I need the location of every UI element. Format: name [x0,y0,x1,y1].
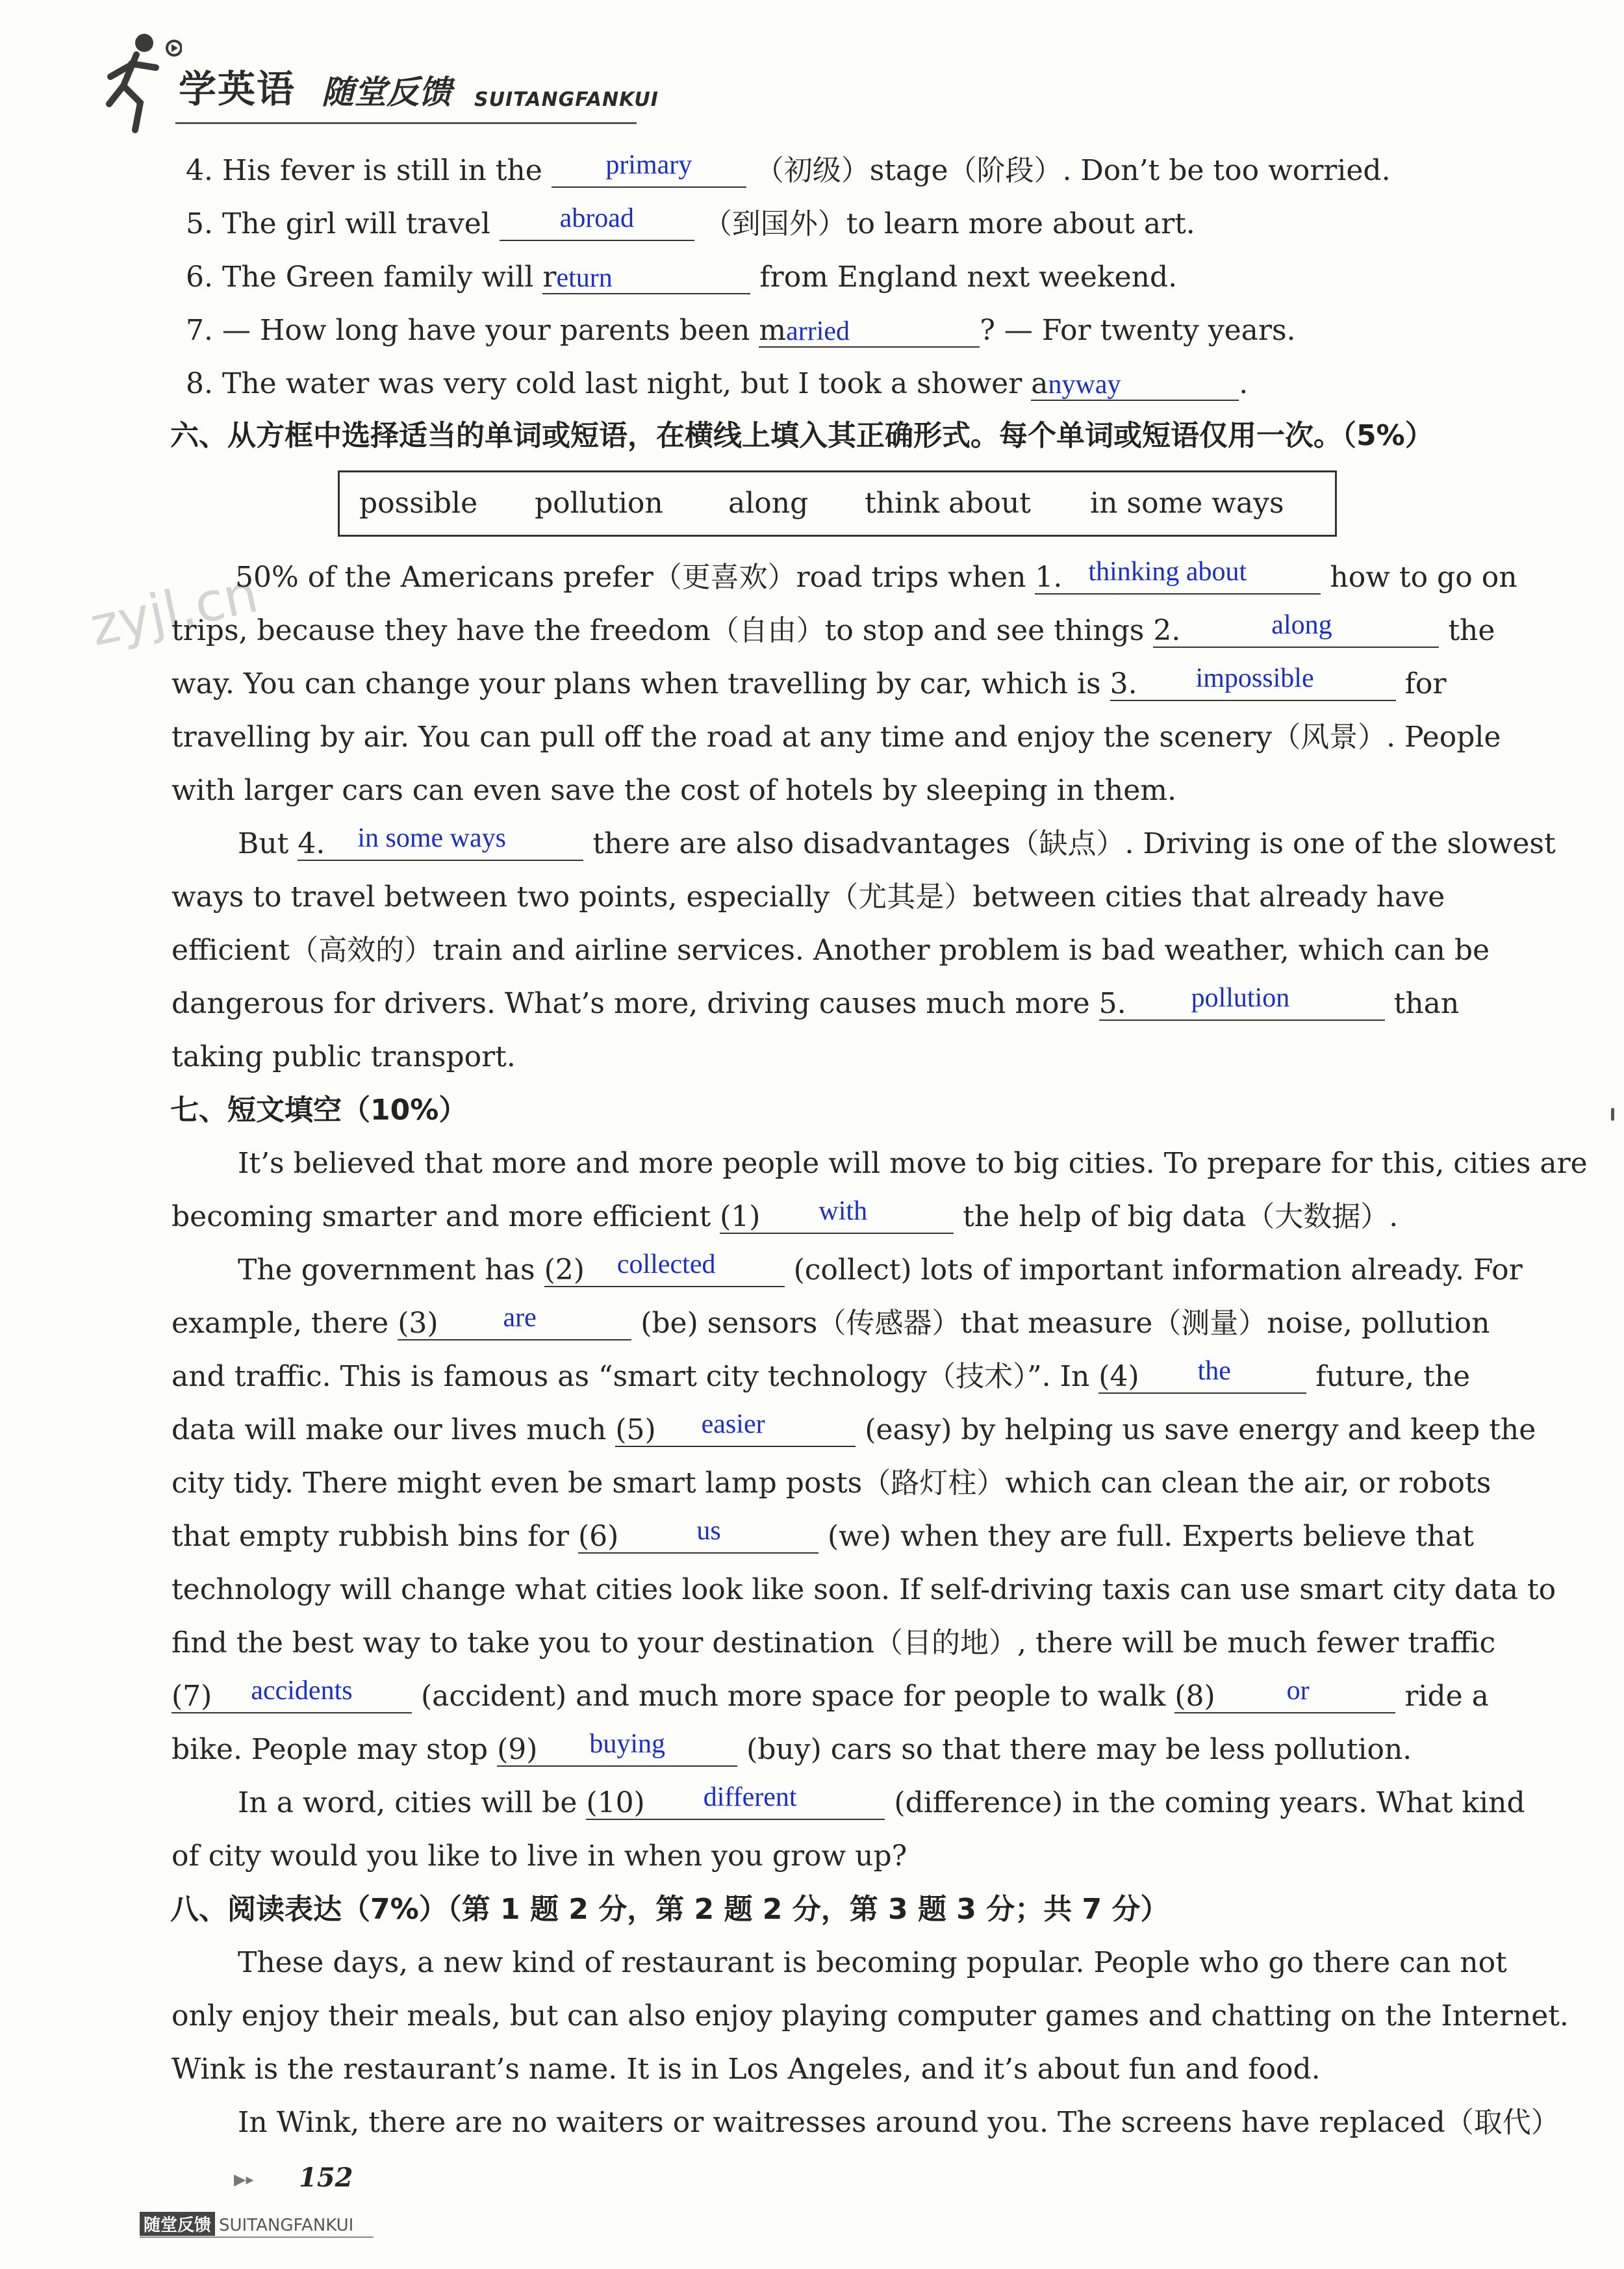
answer-text: are [503,1303,537,1333]
line-text: (accident) and much more space for people to walk [421,1680,1166,1713]
blank-number: (7) [171,1680,212,1713]
item-text: His fever is still in the [222,154,542,187]
answer-blank[interactable] [497,1729,737,1767]
watermark: zyjl.cn [84,562,264,659]
answer-text: in some ways [357,823,506,853]
answer-blank[interactable] [586,1782,885,1820]
section-8-heading: 八、阅读表达（7%）（第 1 题 2 分，第 2 题 2 分，第 3 题 3 分；共 7 分） [170,1893,1169,1926]
answer-blank[interactable] [578,1516,818,1554]
answer-text: primary [605,150,692,180]
answer-blank[interactable] [1098,1356,1306,1394]
footer-line [140,2237,374,2238]
answer-blank[interactable] [171,1676,412,1713]
answer-text: arried [786,316,850,346]
item-text: （初级）stage（阶段）. Don’t be too worried. [755,154,1391,187]
page-header [97,26,682,143]
answer-text: accidents [251,1676,353,1706]
answer-blank[interactable] [759,316,980,348]
item-5 [186,203,1195,242]
answer-blank[interactable] [500,203,694,241]
s6-line-3 [171,663,1447,702]
answer-blank[interactable] [1153,610,1439,648]
header-title: 学英语 [179,67,296,111]
blank-number: 3. [1110,667,1137,700]
blank-number: (6) [578,1520,619,1553]
line-text: way. You can change your plans when travelling by car, which is [171,667,1101,700]
page-number: 152 [299,2162,353,2193]
answer-text: thinking about [1088,557,1247,587]
item-text: The girl will travel [222,207,490,240]
answer-blank[interactable] [615,1409,856,1447]
answer-text: us [696,1516,721,1546]
answer-blank[interactable] [542,263,750,294]
answer-text: collected [616,1250,716,1279]
item-6 [186,260,1177,295]
blank-number: (2) [544,1253,585,1287]
line-text: 50% of the Americans prefer（更喜欢）road trips when [235,561,1026,594]
answer-blank[interactable] [1110,663,1396,701]
item-text: The Green family will [222,261,534,294]
item-text: The water was very cold last night, but I took a shower [222,367,1022,400]
s6-line-6 [238,823,1556,862]
answer-text: buying [589,1729,666,1759]
box-word: in some ways [1090,487,1284,520]
item-4 [186,150,1391,188]
box-word: along [728,487,809,520]
s6-line-8: efficient（高效的）train and airline services. Another problem is bad weather, which can be [171,934,1490,967]
answer-blank[interactable] [552,150,746,188]
box-word: think about [865,487,1031,520]
answer-blank[interactable] [544,1250,785,1287]
s7-line-3 [238,1250,1523,1288]
item-text: ? — For twenty years. [980,314,1296,347]
s6-line-2 [171,610,1495,648]
blank-number: (9) [497,1733,538,1766]
answer-blank[interactable] [1098,983,1385,1021]
line-text: than [1393,987,1460,1020]
blank-number: (8) [1174,1680,1215,1713]
box-word: possible [359,487,478,520]
header-latin: SUITANGFANKUI [474,88,659,111]
word-box [338,470,1337,537]
answer-lead-letter: r [542,261,557,294]
s7-line-5 [171,1356,1471,1394]
answer-text: nyway [1048,370,1121,400]
s7-line-12 [171,1729,1412,1767]
line-text: (we) when they are full. Experts believe that [828,1520,1474,1553]
line-text: for [1404,667,1447,700]
s7-line-10: find the best way to take you to your destination（目的地）, there will be much fewer traffic [171,1626,1496,1660]
line-text: future, the [1315,1360,1471,1393]
blank-number: 2. [1153,614,1181,647]
blank-number: (5) [615,1413,656,1446]
answer-blank[interactable] [298,823,583,861]
line-text: dangerous for drivers. What’s more, driving causes much more [171,987,1090,1020]
section-7-heading: 七、短文填空（10%） [170,1094,468,1127]
s7-line-2 [171,1196,1399,1235]
footer-logo-latin: SUITANGFANKUI [219,2216,354,2235]
answer-text: along [1271,610,1332,640]
blank-number: (1) [720,1200,761,1233]
line-text: (collect) lots of important information already. For [793,1253,1523,1287]
box-word: pollution [535,487,663,520]
s7-line-1: It’s believed that more and more people will move to big cities. To prepare for this, cities are [238,1147,1588,1180]
s7-line-13 [238,1782,1525,1821]
s8-line-1: These days, a new kind of restaurant is becoming popular. People who go there can not [238,1946,1507,1979]
line-text: how to go on [1330,561,1517,594]
s6-line-4: travelling by air. You can pull off the road at any time and enjoy the scenery（风景）. People [171,721,1501,754]
line-text: example, there [171,1307,389,1340]
answer-blank[interactable] [720,1196,954,1234]
answer-lead-letter: m [759,314,787,347]
line-text: In a word, cities will be [238,1786,577,1819]
line-text: trips, because they have the freedom（自由）to stop and see things [171,614,1145,647]
answer-text: or [1286,1676,1310,1706]
header-subtitle: 随堂反馈 [322,73,451,111]
s7-line-11 [171,1676,1489,1714]
answer-text: with [818,1196,868,1226]
answer-text: abroad [559,203,634,233]
footer-logo-cn: 随堂反馈 [140,2212,215,2236]
line-text: bike. People may stop [171,1733,488,1766]
s6-line-7: ways to travel between two points, especially（尤其是）between cities that already have [171,880,1445,914]
line-text: (buy) cars so that there may be less pollution. [746,1733,1412,1766]
answer-blank[interactable] [1035,557,1321,595]
line-text: becoming smarter and more efficient [171,1200,711,1233]
footer-logo [140,2212,353,2236]
blank-number: 4. [298,827,325,860]
item-8 [186,366,1248,402]
answer-text: eturn [556,263,613,293]
item-number: 8. [186,367,213,400]
line-text: the [1448,614,1495,647]
blank-number: (10) [586,1786,645,1819]
item-text: . [1239,367,1249,400]
line-text: there are also disadvantages（缺点）. Driving is one of the slowest [592,827,1556,860]
item-text: — How long have your parents been [222,314,750,347]
answer-blank[interactable] [1174,1676,1395,1713]
s6-line-9 [171,983,1460,1021]
blank-number: 5. [1098,987,1126,1020]
item-number: 4. [186,154,213,187]
section-6-heading: 六、从方框中选择适当的单词或短语，在横线上填入其正确形式。每个单词或短语仅用一次。（5%） [170,419,1434,452]
page-arrow-icon: ▶▸ [234,2170,254,2188]
answer-text: pollution [1191,983,1290,1013]
answer-blank[interactable] [1031,369,1239,401]
answer-text: different [703,1782,797,1812]
line-text: (easy) by helping us save energy and keep the [865,1413,1536,1446]
line-text: the help of big data（大数据）. [963,1200,1399,1233]
blank-number: (4) [1098,1360,1139,1393]
s7-line-14: of city would you like to live in when you grow up? [171,1840,907,1873]
s8-line-2: only enjoy their meals, but can also enjoy playing computer games and chatting on the Internet. [171,1999,1569,2032]
item-text: from England next weekend. [759,261,1178,294]
line-text: But [238,827,289,860]
item-number: 7. [186,314,213,347]
s7-line-9: technology will change what cities look like soon. If self-driving taxis can use smart city data to [171,1573,1556,1606]
line-text: (be) sensors（传感器）that measure（测量）noise, pollution [641,1307,1490,1340]
item-number: 6. [186,261,213,294]
s7-line-8 [171,1516,1474,1554]
line-text: and traffic. This is famous as “smart city technology（技术）”. In [171,1360,1090,1393]
blank-number: (3) [398,1307,438,1340]
s7-line-7: city tidy. There might even be smart lamp posts（路灯柱）which can clean the air, or robots [171,1467,1491,1500]
item-number: 5. [186,207,213,240]
answer-lead-letter: a [1031,367,1048,400]
item-text: （到国外）to learn more about art. [703,207,1195,240]
answer-text: impossible [1195,663,1314,693]
s7-line-4 [171,1303,1490,1341]
line-text: The government has [238,1253,535,1287]
line-text: ride a [1404,1680,1489,1713]
s8-line-4: In Wink, there are no waiters or waitresses around you. The screens have replaced（取代） [238,2106,1560,2139]
s7-line-6 [171,1409,1536,1448]
s6-line-10: taking public transport. [171,1040,516,1073]
answer-text: the [1197,1356,1231,1386]
s6-line-1 [235,557,1517,595]
s6-line-5: with larger cars can even save the cost of hotels by sleeping in them. [171,774,1176,807]
header-underline [175,122,637,124]
runner-logo-icon [97,26,182,136]
margin-mark [1611,1108,1614,1121]
s8-line-3: Wink is the restaurant’s name. It is in Los Angeles, and it’s about fun and food. [171,2053,1321,2086]
line-text: that empty rubbish bins for [171,1520,570,1553]
answer-blank[interactable] [398,1303,631,1340]
item-7 [186,313,1296,348]
answer-text: easier [701,1409,765,1439]
line-text: (difference) in the coming years. What kind [894,1786,1525,1819]
line-text: data will make our lives much [171,1413,607,1446]
blank-number: 1. [1035,561,1063,594]
